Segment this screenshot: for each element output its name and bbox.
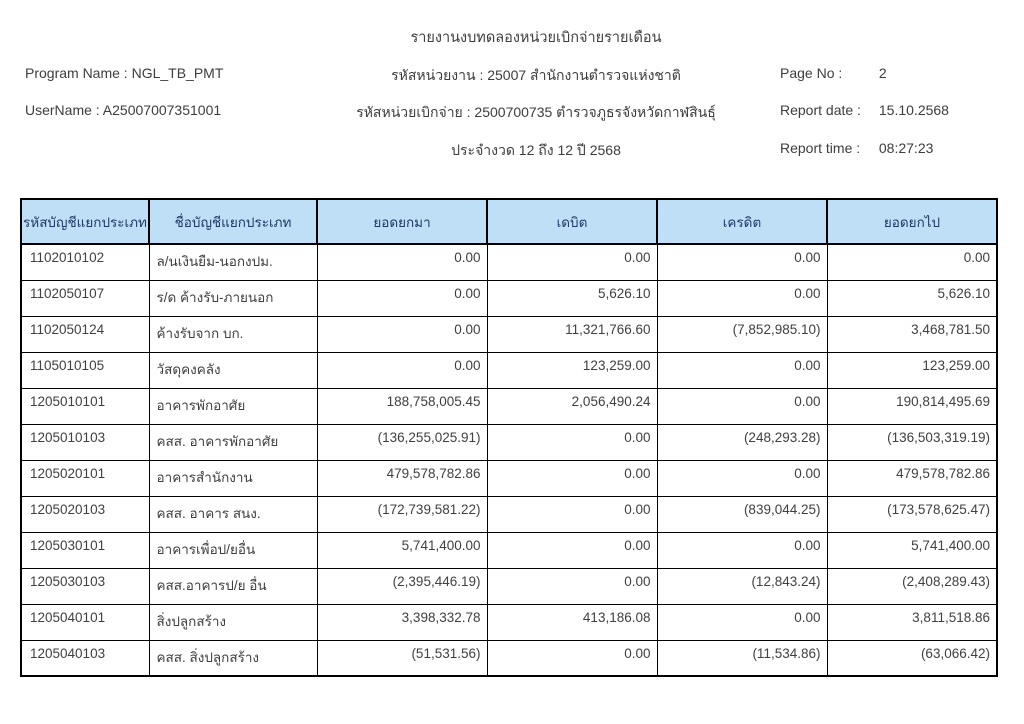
page-no-value: 2 (878, 65, 887, 81)
table-row (21, 496, 997, 532)
trial-balance-table (20, 198, 998, 677)
closing-balance-cell: (63,066.42) (827, 640, 997, 676)
program-name: Program Name : NGL_TB_PMT (25, 65, 224, 81)
account-code-cell: 1205040103 (21, 640, 149, 676)
debit-cell: 0.00 (487, 640, 657, 676)
report-date-label: Report date : (780, 102, 861, 118)
agency-code: รหัสหน่วยงาน : 25007 สำนักงานตำรวจแห่งชาติ (391, 67, 681, 83)
opening-balance-cell: 0.00 (317, 280, 487, 316)
col-account-code: รหัสบัญชีแยกประเภท (21, 199, 149, 244)
credit-cell: 0.00 (657, 604, 827, 640)
account-name-cell: คสส.อาคารป/ย อื่น (149, 568, 317, 604)
account-name-cell: อาคารเพื่อป/ยอื่น (149, 532, 317, 568)
user-name: UserName : A25007007351001 (25, 102, 222, 118)
opening-balance-cell: 479,578,782.86 (317, 460, 487, 496)
opening-balance-cell: (136,255,025.91) (317, 424, 487, 460)
account-code-cell: 1205020101 (21, 460, 149, 496)
account-name-cell: ร/ด ค้างรับ-ภายนอก (149, 280, 317, 316)
debit-cell: 5,626.10 (487, 280, 657, 316)
table-row (21, 568, 997, 604)
account-code-cell: 1102050124 (21, 316, 149, 352)
table-header (21, 199, 997, 244)
debit-cell: 123,259.00 (487, 352, 657, 388)
account-name-cell: ล/นเงินยืม-นอกงปม. (149, 244, 317, 280)
debit-cell: 0.00 (487, 244, 657, 280)
opening-balance-cell: (51,531.56) (317, 640, 487, 676)
table-row (21, 532, 997, 568)
report-period: ประจำงวด 12 ถึง 12 ปี 2568 (451, 142, 621, 158)
account-code-cell: 1205040101 (21, 604, 149, 640)
table-body (21, 244, 997, 676)
table-row (21, 424, 997, 460)
report-date-value: 15.10.2568 (878, 102, 949, 118)
report-time-value: 08:27:23 (878, 140, 934, 156)
account-code-cell: 1205030101 (21, 532, 149, 568)
account-code-cell: 1102010102 (21, 244, 149, 280)
table-row (21, 280, 997, 316)
table-row (21, 316, 997, 352)
debit-cell: 413,186.08 (487, 604, 657, 640)
report-title: รายงานงบทดลองหน่วยเบิกจ่ายรายเดือน (410, 30, 662, 46)
page-no-label: Page No : (780, 65, 843, 81)
credit-cell: (7,852,985.10) (657, 316, 827, 352)
opening-balance-cell: 0.00 (317, 244, 487, 280)
account-code-cell: 1105010105 (21, 352, 149, 388)
col-account-name: ชื่อบัญชีแยกประเภท (149, 199, 317, 244)
account-code-cell: 1205020103 (21, 496, 149, 532)
report-time-label: Report time : (780, 140, 861, 156)
debit-cell: 11,321,766.60 (487, 316, 657, 352)
closing-balance-cell: 5,741,400.00 (827, 532, 997, 568)
table-row (21, 460, 997, 496)
account-code-cell: 1205030103 (21, 568, 149, 604)
opening-balance-cell: (2,395,446.19) (317, 568, 487, 604)
credit-cell: 0.00 (657, 244, 827, 280)
credit-cell: (11,534.86) (657, 640, 827, 676)
opening-balance-cell: 0.00 (317, 316, 487, 352)
account-name-cell: คสส. อาคาร สนง. (149, 496, 317, 532)
col-debit: เดบิต (487, 199, 657, 244)
credit-cell: 0.00 (657, 280, 827, 316)
col-closing-balance: ยอดยกไป (827, 199, 997, 244)
table-row (21, 352, 997, 388)
report-date-row (780, 102, 949, 118)
closing-balance-cell: 479,578,782.86 (827, 460, 997, 496)
opening-balance-cell: (172,739,581.22) (317, 496, 487, 532)
debit-cell: 0.00 (487, 460, 657, 496)
credit-cell: (12,843.24) (657, 568, 827, 604)
col-credit: เครดิต (657, 199, 827, 244)
account-code-cell: 1205010101 (21, 388, 149, 424)
account-code-cell: 1102050107 (21, 280, 149, 316)
credit-cell: (248,293.28) (657, 424, 827, 460)
closing-balance-cell: (136,503,319.19) (827, 424, 997, 460)
report-time-row (780, 140, 933, 156)
account-name-cell: ค้างรับจาก บก. (149, 316, 317, 352)
closing-balance-cell: 5,626.10 (827, 280, 997, 316)
account-name-cell: อาคารสำนักงาน (149, 460, 317, 496)
page-no-row (780, 65, 887, 81)
table-row (21, 604, 997, 640)
closing-balance-cell: 3,811,518.86 (827, 604, 997, 640)
debit-cell: 2,056,490.24 (487, 388, 657, 424)
debit-cell: 0.00 (487, 568, 657, 604)
credit-cell: 0.00 (657, 460, 827, 496)
col-opening-balance: ยอดยกมา (317, 199, 487, 244)
account-name-cell: สิ่งปลูกสร้าง (149, 604, 317, 640)
opening-balance-cell: 188,758,005.45 (317, 388, 487, 424)
credit-cell: 0.00 (657, 352, 827, 388)
closing-balance-cell: (2,408,289.43) (827, 568, 997, 604)
debit-cell: 0.00 (487, 424, 657, 460)
closing-balance-cell: 0.00 (827, 244, 997, 280)
credit-cell: (839,044.25) (657, 496, 827, 532)
debit-cell: 0.00 (487, 532, 657, 568)
account-name-cell: อาคารพักอาศัย (149, 388, 317, 424)
closing-balance-cell: 3,468,781.50 (827, 316, 997, 352)
header-row (21, 199, 997, 244)
account-name-cell: คสส. สิ่งปลูกสร้าง (149, 640, 317, 676)
opening-balance-cell: 3,398,332.78 (317, 604, 487, 640)
credit-cell: 0.00 (657, 388, 827, 424)
closing-balance-cell: 190,814,495.69 (827, 388, 997, 424)
account-name-cell: วัสดุคงคลัง (149, 352, 317, 388)
debit-cell: 0.00 (487, 496, 657, 532)
table-row (21, 388, 997, 424)
credit-cell: 0.00 (657, 532, 827, 568)
disbursement-unit: รหัสหน่วยเบิกจ่าย : 2500700735 ตำรวจภูธรจังหวัดกาฬสินธุ์ (356, 104, 716, 120)
table-row (21, 640, 997, 676)
closing-balance-cell: (173,578,625.47) (827, 496, 997, 532)
opening-balance-cell: 0.00 (317, 352, 487, 388)
opening-balance-cell: 5,741,400.00 (317, 532, 487, 568)
closing-balance-cell: 123,259.00 (827, 352, 997, 388)
account-name-cell: คสส. อาคารพักอาศัย (149, 424, 317, 460)
table-row (21, 244, 997, 280)
account-code-cell: 1205010103 (21, 424, 149, 460)
